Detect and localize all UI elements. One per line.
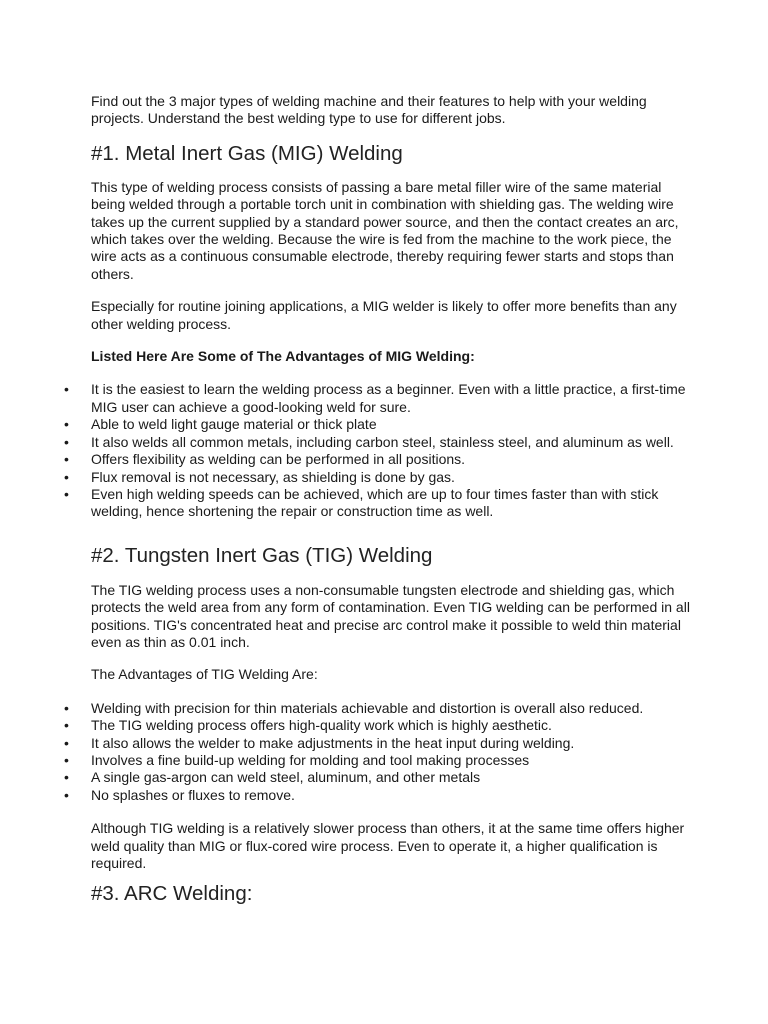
list-item: • Able to weld light gauge material or thick plate (91, 416, 698, 433)
list-item: • Welding with precision for thin materials achievable and distortion is overall also reduced. (91, 700, 698, 717)
intro-paragraph: Find out the 3 major types of welding machine and their features to help with your welding projects. Understand the best welding type to use for different jobs. (91, 93, 647, 127)
mig-advantages-heading: Listed Here Are Some of The Advantages of MIG Welding: (91, 348, 475, 365)
list-item: • Even high welding speeds can be achieved, which are up to four times faster than with stick welding, hence shortening the repair or construction time as well. (91, 486, 698, 521)
tig-paragraph-2: Although TIG welding is a relatively slower process than others, it at the same time offers higher weld quality than MIG or flux-cored wire process. Even to operate it, a higher qualification is required. (91, 820, 685, 871)
list-item: • Flux removal is not necessary, as shielding is done by gas. (91, 469, 698, 486)
list-item: • Involves a fine build-up welding for molding and tool making processes (91, 752, 698, 769)
mig-paragraph-1: This type of welding process consists of passing a bare metal filler wire of the same material being welded through a portable torch unit in combination with shielding gas. The welding wire takes up the current supplied by a standard power source, and then the contact creates an arc, which takes over the welding. Because the wire is fed from the machine to the work piece, the wire acts as a continuous consumable electrode, thereby requiring fewer starts and stops than others. (91, 178, 679, 282)
list-item: • The TIG welding process offers high-quality work which is highly aesthetic. (91, 717, 698, 734)
tig-heading: #2. Tungsten Inert Gas (TIG) Welding (91, 543, 433, 567)
tig-advantages-list (91, 700, 698, 804)
list-item: • A single gas-argon can weld steel, aluminum, and other metals (91, 769, 698, 786)
list-item: • It also welds all common metals, including carbon steel, stainless steel, and aluminum as well. (91, 434, 698, 451)
list-item: • It also allows the welder to make adjustments in the heat input during welding. (91, 735, 698, 752)
arc-heading: #3. ARC Welding: (91, 882, 253, 906)
list-item: • It is the easiest to learn the welding process as a beginner. Even with a little practice, a first-time MIG user can achieve a good-looking weld for sure. (91, 381, 698, 416)
mig-paragraph-2: Especially for routine joining applications, a MIG welder is likely to offer more benefits than any other welding process. (91, 298, 677, 332)
mig-advantages-list (91, 381, 698, 520)
list-item: • Offers flexibility as welding can be performed in all positions. (91, 451, 698, 468)
mig-heading: #1. Metal Inert Gas (MIG) Welding (91, 141, 403, 165)
list-item: • No splashes or fluxes to remove. (91, 787, 698, 804)
tig-paragraph-1: The TIG welding process uses a non-consumable tungsten electrode and shielding gas, which protects the weld area from any form of contamination. Even TIG welding can be performed in all positions. TIG's concentrated heat and precise arc control make it possible to weld thin material even as thin as 0.01 inch. (91, 581, 690, 650)
tig-advantages-heading: The Advantages of TIG Welding Are: (91, 666, 318, 683)
